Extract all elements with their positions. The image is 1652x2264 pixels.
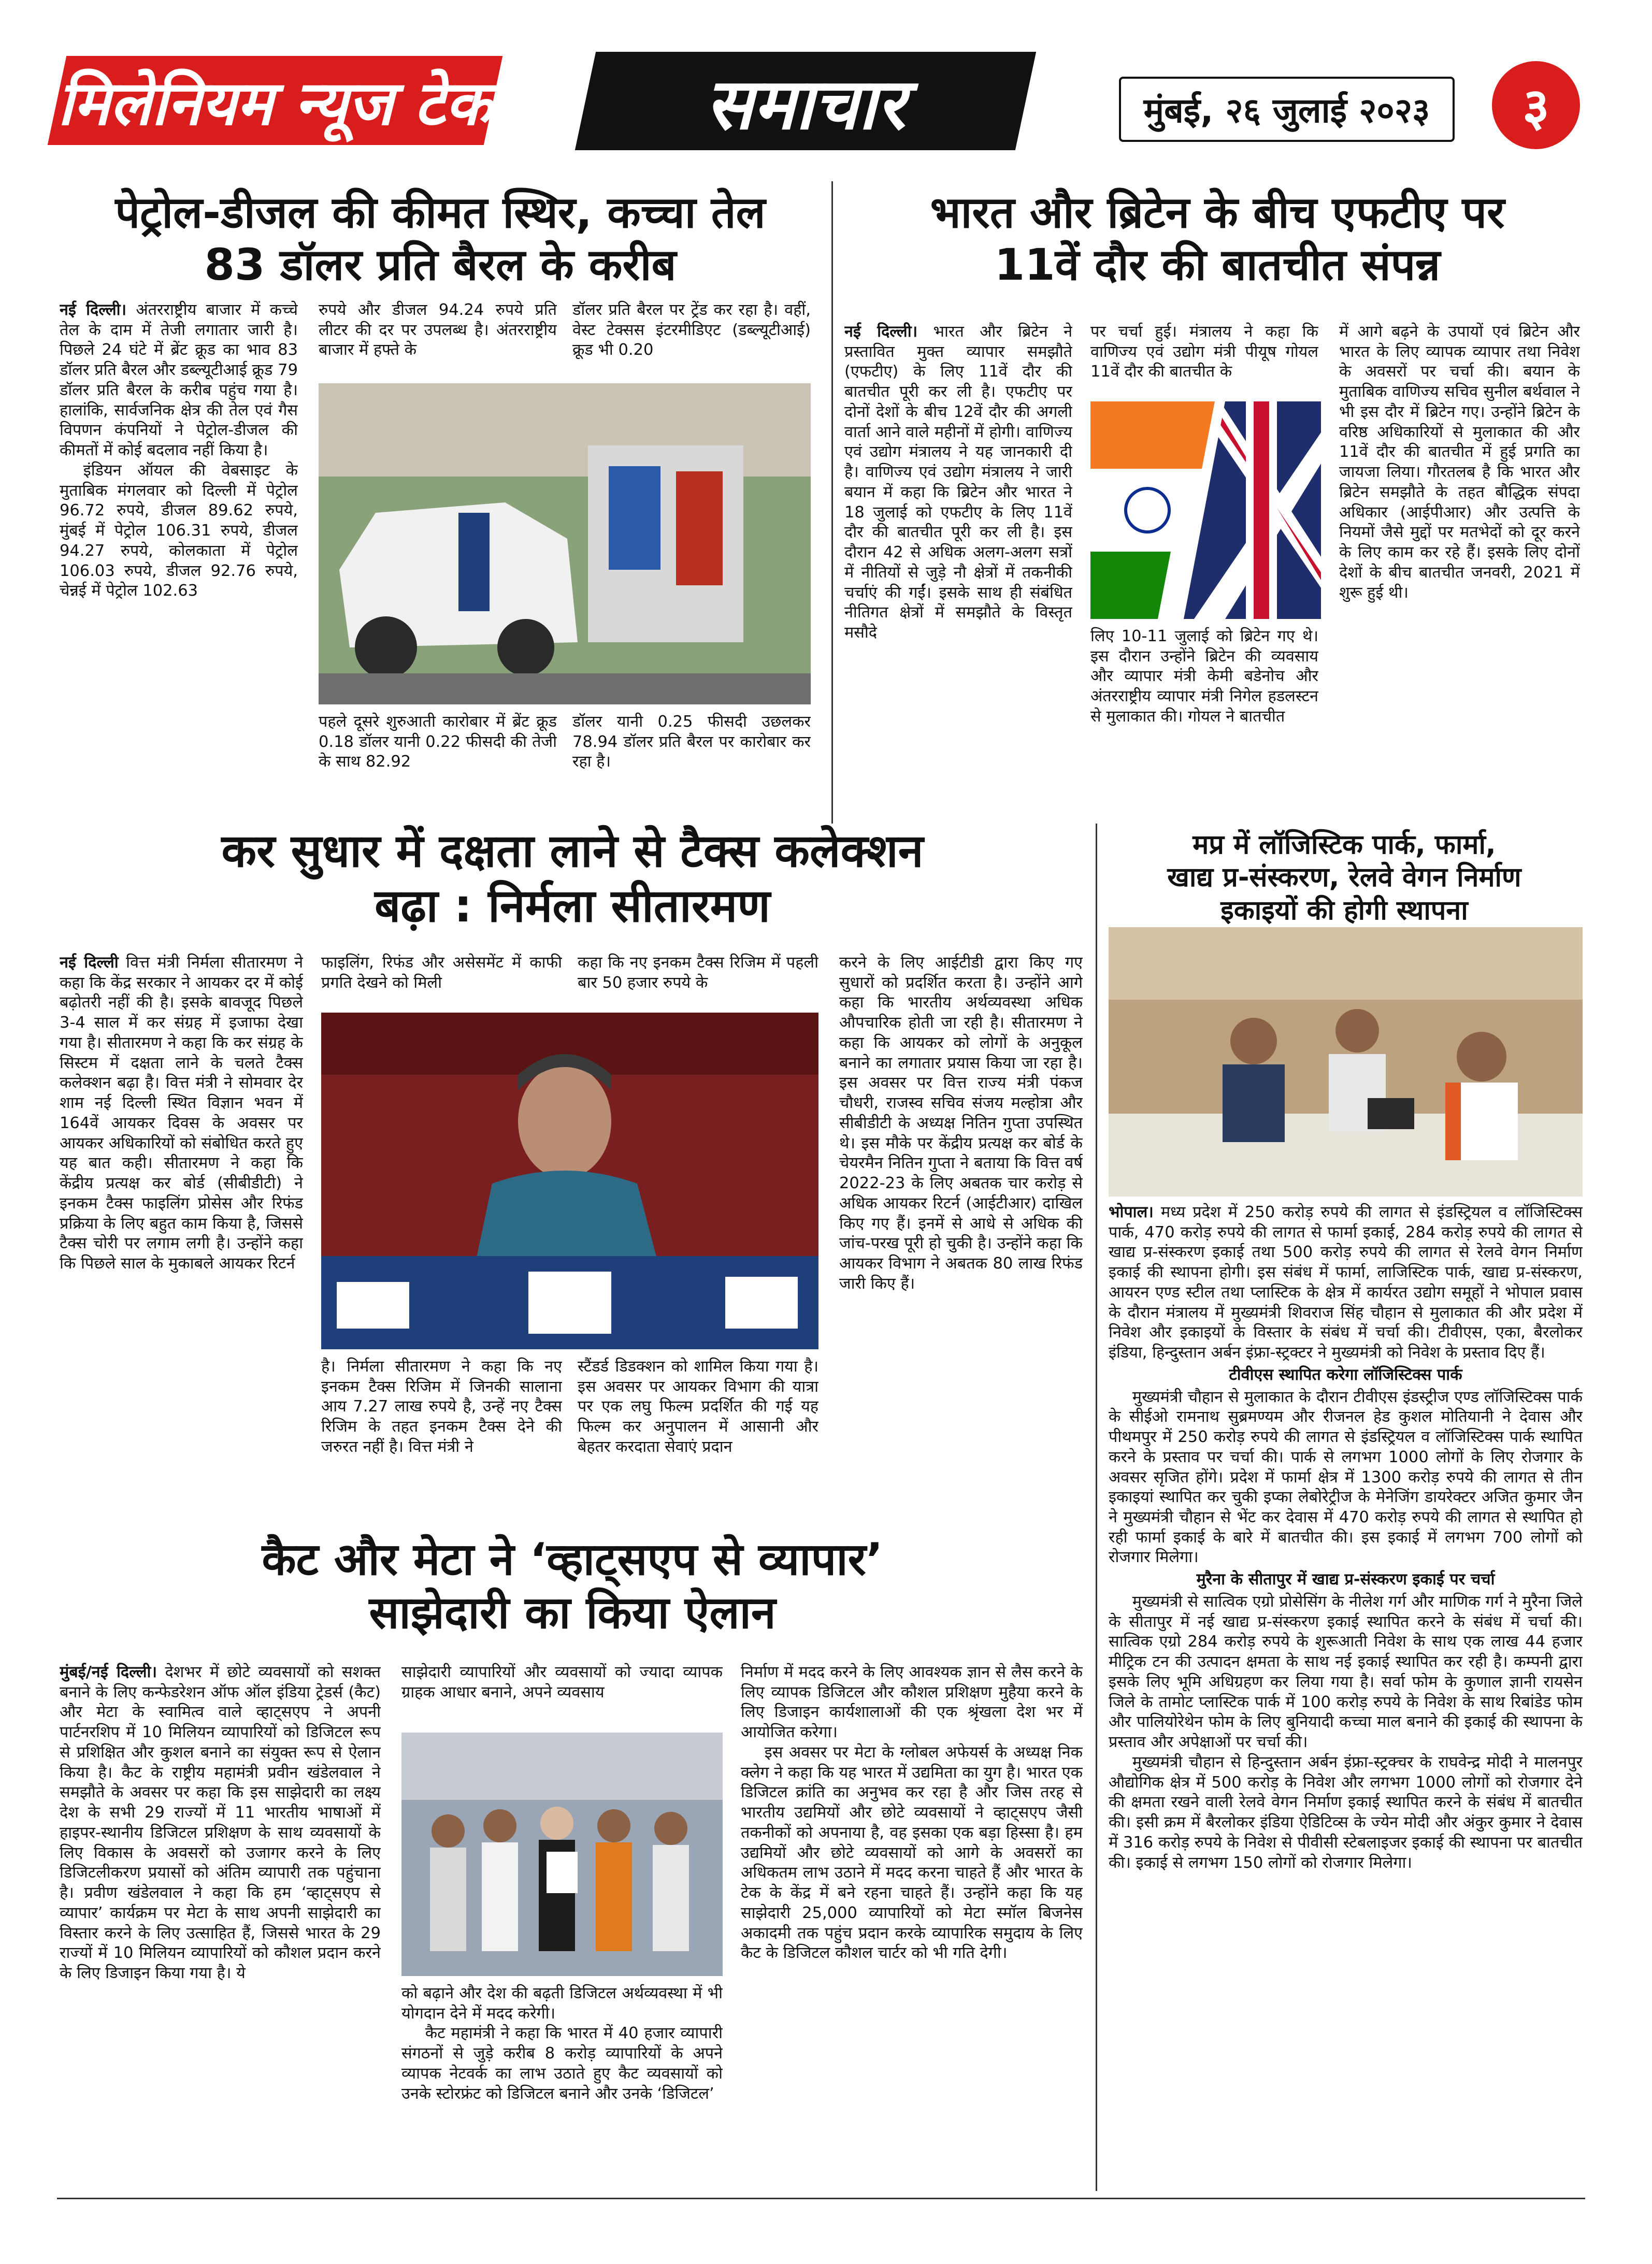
finance-minister-speech-photo [321,1013,818,1349]
tax-col1-text: वित्त मंत्री निर्मला सीतारमण ने कहा कि केंद्र सरकार ने आयकर दर में कोई बढ़ोतरी नहीं की है। इसके बावजूद पिछले 3-4 साल में कर संग्रह में इजाफा देखा गया है। सीतारमण ने कहा कि कर संग्रह के सिस्टम में दक्षता लाने के चलते टैक्स कलेक्शन बढ़ा है। वित्त मंत्री ने सोमवार देर शाम नई दिल्ली स्थित विज्ञान भवन में 164वें आयकर दिवस के अवसर पर आयकर अधिकारियों को संबोधित करते हुए यह बात कही। सीतारमण ने कहा कि केंद्रीय प्रत्यक्ष कर बोर्ड (सीबीडीटी) ने इनकम टैक्स फाइलिंग प्रोसेस और रिफंड प्रक्रिया के लिए बहुत काम किया है, जिससे टैक्स चोरी पर लगाम लगी है। उन्होंने कहा कि पिछले साल के मुकाबले आयकर रिटर्न [60,954,303,1273]
fuel-col2-top: रुपये और डीजल 94.24 रुपये प्रति लीटर की दर पर उपलब्ध है। अंतरराष्ट्रीय बाजार में हफ्ते के [319,301,557,359]
fuel-headline [62,186,818,291]
masthead-logo [48,56,503,145]
mp-subhead-1: टीवीएस स्थापित करेगा लॉजिस्टिक्स पार्क [1229,1365,1462,1384]
mp-body [1109,1203,1583,2187]
tax-col3-bottom: स्टैंडर्ड डिडक्शन को शामिल किया गया है। इस अवसर पर आयकर विभाग की यात्रा पर एक लघु फिल्म प्रदर्शित की गई यह फिल्म कर अनुपालन में आसानी और बेहतर करदाता सेवाएं प्रदान [578,1358,818,1456]
tax-dateline: नई दिल्ली [60,954,119,972]
cait-col2-bottom [401,1984,723,2196]
page-number: ३ [1492,61,1580,149]
award-ceremony-photo [401,1733,723,1976]
fuel-col1-p2: इंडियन ऑयल की वेबसाइट के मुताबिक मंगलवार को दिल्ली में पेट्रोल 96.72 रुपये, डीजल 89.62 रुपये, मुंबई में पेट्रोल 106.31 रुपये, डीजल 94.27 रुपये, कोलकाता में पेट्रोल 106.03 रुपये, डीजल 92.76 रुपये, चेन्नई में पेट्रोल 102.63 [60,461,298,600]
cait-col1 [60,1663,381,2196]
column-rule [831,181,833,824]
fuel-headline-line1: पेट्रोल-डीजल की कीमत स्थिर, कच्चा तेल [115,187,766,238]
fta-dateline: नई दिल्ली। [844,323,918,341]
column-rule [1096,824,1097,2191]
tax-headline [57,824,1088,933]
cait-headline [57,1533,1088,1640]
mp-p4: मुख्यमंत्री चौहान से हिन्दुस्तान अर्बन इंफ्रा-स्ट्रक्चर के राघवेन्द्र मोदी ने मालनपुर औद्योगिक क्षेत्र में 500 करोड़ के निवेश और लगभग 1000 लोगों को रोजगार देने की क्षमता रखने वाली रेलवे वेगन निर्माण इकाई स्थापित करने के संबंध में बातचीत की। इसी क्रम में बैरलोकर इंडिया ऐडिटिव्स के ज्येन मोदी और अंकुर कुमार ने देवास में 316 करोड़ रुपये के निवेश से पीवीसी स्टेबलाइजर इकाई की स्थापना पर बातचीत की। इकाई से लगभग 150 लोगों को रोजगार मिलेगा। [1109,1753,1583,1872]
fuel-col1 [60,300,298,787]
fta-headline [850,186,1585,291]
mp-headline-line1: मप्र में लॉजिस्टिक पार्क, फार्मा, [1193,829,1496,860]
cait-col2-p2: कैट महामंत्री ने कहा कि भारत में 40 हजार व्यापारी संगठनों से जुड़े करीब 8 करोड़ व्यापारियों के अपने व्यापक नेटवर्क का लाभ उठाते हुए कैट व्यवसायों को उनके स्टोरफ्रंट को डिजिटल बनाने और उनके ‘डिजिटल’ [401,2024,723,2103]
fuel-dateline: नई दिल्ली। [60,301,127,319]
fuel-col3-bottom: डॉलर यानी 0.25 फीसदी उछलकर 78.94 डॉलर प्रति बैरल पर कारोबार कर रहा है। [572,713,811,771]
petrol-pump-photo [319,383,811,704]
meeting-photo [1109,927,1583,1196]
paper-name: मिलेनियम न्यूज टेक [58,67,493,139]
mp-p3: मुख्यमंत्री से सात्विक एग्रो प्रोसेसिंग के नीलेश गर्ग और माणिक गर्ग ने मुरैना जिले के सीतापुर में नई खाद्य प्र-संस्करण इकाई स्थापित करने के संबंध में चर्चा की। सात्विक एग्रो 284 करोड़ रुपये के शुरूआती निवेश के साथ एक लाख 44 हजार मीट्रिक टन की उत्पादन क्षमता के साथ नई इकाई स्थापित कर रही है। कम्पनी द्वारा इसके लिए भूमि अधिग्रहण कर लिया गया है। सर्वा फोम के कुणाल ज्ञानी रायसेन जिले के तामोट प्लास्टिक पार्क में 100 करोड़ रुपये के निवेश के साथ रिबांडेड फोम और पालियोरेथेन फोम के लिए बुनियादी कच्चा माल बनाने की इकाई की स्थापना के प्रस्ताव और अपेक्षाओं पर चर्चा की। [1109,1592,1583,1752]
cait-col3-p2: इस अवसर पर मेटा के ग्लोबल अफेयर्स के अध्यक्ष निक क्लेग ने कहा कि यह भारत में उद्यमिता का युग है। भारत एक डिजिटल क्रांति का अनुभव कर रहा है और जिस तरह से भारतीय उद्यमियों और छोटे व्यवसायों ने व्हाट्सएप जैसी तकनीकों को अपनाया है, वह इसका एक बड़ा हिस्सा है। हम उद्यमियों और छोटे व्यवसायों को आगे के अवसरों का अधिकतम लाभ उठाने में मदद करना चाहते हैं और भारत के टेक के केंद्र में बने रहना चाहते हैं। उन्होंने कहा कि यह साझेदारी 25,000 व्यापारियों को मेटा स्मॉल बिजनेस अकादमी तक पहुंच प्रदान करके व्यापारिक समुदाय के लिए कैट के डिजिटल कौशल चार्टर को भी गति देगी। [741,1743,1083,1963]
fta-headline-line1: भारत और ब्रिटेन के बीच एफटीए पर [930,187,1505,238]
mp-dateline: भोपाल। [1109,1203,1154,1221]
fuel-col3-top: डॉलर प्रति बैरल पर ट्रेंड कर रहा है। वहीं, वेस्ट टेक्सस इंटरमीडिएट (डब्ल्यूटीआई) क्रूड भी 0.20 [572,301,811,359]
india-uk-flags-photo [1090,401,1321,619]
tax-col3-top: कहा कि नए इनकम टैक्स रिजिम में पहली बार 50 हजार रुपये के [578,954,818,992]
fta-col2-bottom: लिए 10-11 जुलाई को ब्रिटेन गए थे। इस दौरान उन्होंने ब्रिटेन की व्यवसाय और व्यापार मंत्री केमी बडेनोच और अंतरराष्ट्रीय व्यापार मंत्री निगेल हडलस्टन से मुलाकात की। गोयल ने बातचीत [1090,627,1318,726]
fta-col1 [844,322,1072,799]
fuel-col1-text: अंतरराष्ट्रीय बाजार में कच्चे तेल के दाम में तेजी लगातार जारी है। पिछले 24 घंटे में ब्रेंट क्रूड का भाव 83 डॉलर प्रति बैरल और डब्ल्यूटीआई क्रूड 79 डॉलर प्रति बैरल के करीब पहुंच गया है। हालांकि, सार्वजनिक क्षेत्र की तेल एवं गैस विपणन कंपनियों ने पेट्रोल-डीजल की कीमतों में कोई बदलाव नहीं किया है। [60,301,298,460]
mp-headline-line3: इकाइयों की होगी स्थापना [1220,895,1468,926]
tax-headline-line2: बढ़ा : निर्मला सीतारमण [375,878,770,932]
cait-col3-text: निर्माण में मदद करने के लिए आवश्यक ज्ञान से लैस करने के लिए व्यापक डिजिटल और कौशल प्रशिक्षण मुहैया करने के लिए डिजाइन कार्यशालाओं की एक श्रृंखला देश भर में आयोजित करेगा। [741,1663,1083,1742]
fta-col3: में आगे बढ़ने के उपायों एवं ब्रिटेन और भारत के लिए व्यापक व्यापार तथा निवेश के अवसरों पर चर्चा की। बयान के मुताबिक वाणिज्य सचिव सुनील बर्थवाल ने भी इस दौर में ब्रिटेन गए। उन्होंने ब्रिटेन के वरिष्ठ अधिकारियों से मुलाकात की और 11वें दौर की बातचीत में हुई प्रगति का जायजा लिया। गौरतलब है कि भारत और ब्रिटेन समझौते के तहत बौद्धिक संपदा अधिकार (आईपीआर) और उत्पत्ति के नियमों जैसे मुद्दों पर मतभेदों को दूर करने के लिए काम कर रहे हैं। इसके लिए दोनों देशों के बीच बातचीत जनवरी, 2021 में शुरू हुई थी। [1339,323,1580,602]
mp-headline [1103,829,1585,927]
mp-subhead-2: मुरैना के सीतापुर में खाद्य प्र-संस्करण इकाई पर चर्चा [1196,1570,1495,1589]
cait-col2-top: साझेदारी व्यापारियों और व्यवसायों को ज्यादा व्यापक ग्राहक आधार बनाने, अपने व्यवसाय [401,1663,723,1701]
tax-col2-top: फाइलिंग, रिफंड और असेसमेंट में काफी प्रगति देखने को मिली [321,954,562,992]
masthead-date: मुंबई, २६ जुलाई २०२३ [1119,77,1455,142]
fuel-headline-line2: 83 डॉलर प्रति बैरल के करीब [204,239,677,290]
fta-col1-text: भारत और ब्रिटेन ने प्रस्तावित मुक्त व्यापार समझौते (एफटीए) के लिए 11वें दौर की बातचीत पूरी कर ली है। एफटीए पर दोनों देशों के बीच 12वें दौर की अगली वार्ता आने वाले महीनों में होगी। वाणिज्य एवं उद्योग मंत्रालय ने यह जानकारी दी है। वाणिज्य एवं उद्योग मंत्रालय ने जारी बयान में कहा कि ब्रिटेन और भारत ने 18 जुलाई को एफटीए के लिए 11वें दौर की बातचीत पूरी कर ली है। इस दौरान 42 से अधिक अलग-अलग सत्रों में नीतियों से जुड़े नौ क्षेत्रों में तकनीकी चर्चाएं की गईं। इसके साथ ही संबंधित नीतिगत क्षेत्रों में समझौते के विस्तृत मसौदे [844,323,1072,642]
masthead-section [575,52,1036,150]
cait-col1-text: देशभर में छोटे व्यवसायों को सशक्त बनाने के लिए कन्फेडरेशन ऑफ ऑल इंडिया ट्रेडर्स (कैट) और मेटा के स्वामित्व वाले व्हाट्सएप ने अपनी पार्टनरशिप में 10 मिलियन व्यापारियों को डिजिटल रूप से प्रशिक्षित और कुशल बनाने का संयुक्त रूप से ऐलान किया है। कैट के राष्ट्रीय महामंत्री प्रवीन खंडेलवाल ने समझौते के अवसर पर कहा कि इस साझेदारी का लक्ष्य देश के सभी 29 राज्यों में 11 भारतीय भाषाओं में हाइपर-स्थानीय डिजिटल प्रशिक्षण के साथ व्यवसायों के लिए विकास के अवसरों को उजागर करने के लिए डिजिटलीकरण प्रयासों को अंतिम व्यापारी तक पहुंचाना है। प्रवीण खंडेलवाल ने कहा कि हम ‘व्हाट्सएप से व्यापार’ कार्यक्रम पर मेटा के साथ अपनी साझेदारी का विस्तार करने के लिए उत्साहित हैं, जिससे भारत के 29 राज्यों में 10 मिलियन व्यापारियों को कौशल प्रदान करने के लिए डिजाइन किया गया है। ये [60,1663,381,1983]
section-name: समाचार [706,63,906,146]
cait-headline-line2: साझेदारी का किया ऐलान [369,1587,776,1639]
cait-headline-line1: कैट और मेटा ने ‘व्हाट्सएप से व्यापार’ [262,1534,883,1585]
fta-col2-top: पर चर्चा हुई। मंत्रालय ने कहा कि वाणिज्य एवं उद्योग मंत्री पीयूष गोयल 11वें दौर की बातचीत के [1090,323,1318,381]
fuel-col2-bottom: पहले दूसरे शुरुआती कारोबार में ब्रेंट क्रूड 0.18 डॉलर यानी 0.22 फीसदी की तेजी के साथ 82.92 [319,713,557,771]
bottom-rule [57,2198,1585,2199]
mp-p2: मुख्यमंत्री चौहान से मुलाकात के दौरान टीवीएस इंडस्ट्रीज एण्ड लॉजिस्टिक्स पार्क के सीईओ रामनाथ सुब्रमण्यम और रीजनल हेड कुशल मोतियानी ने देवास और पीथमपुर में 250 करोड़ रुपये की लागत से इंडस्ट्रियल व लॉजिस्टिक्स पार्क स्थापित करने के प्रस्ताव पर चर्चा की। पार्क से लगभग 1000 लोगों के लिए रोजगार के अवसर सृजित होंगे। प्रदेश में फार्मा क्षेत्र में 1300 करोड़ रुपये की लागत से तीन इकाइयां स्थापित कर चुकी इप्का लेबोरेट्रीज के मेनेजिंग डायरेक्टर अजित कुमार जैन ने मुख्यमंत्री चौहान से भेंट कर देवास में 470 करोड़ रुपये की लागत से स्थापित हो रही फार्मा इकाई के बारे में बातचीत की। इस इकाई में लगभग 700 लोगों को रोजगार मिलेगा। [1109,1388,1583,1567]
cait-dateline: मुंबई/नई दिल्ली। [60,1663,157,1681]
mp-p1: मध्य प्रदेश में 250 करोड़ रुपये की लागत से इंडस्ट्रियल व लॉजिस्टिक्स पार्क, 470 करोड़ रुपये की लागत से फार्मा इकाई, 284 करोड़ रुपये की लागत से खाद्य प्र-संस्करण इकाई तथा 500 करोड़ रुपये की लागत से रेलवे वेगन निर्माण इकाई की स्थापना होगी। इस संबंध में फार्मा, लाजिस्टिक पार्क, खाद्य प्र-संस्करण, आयरन एण्ड स्टील तथा प्लास्टिक के क्षेत्र में कार्यरत उद्योग समूहों ने भोपाल प्रवास के दौरान मंत्रालय में मुख्यमंत्री शिवराज सिंह चौहान से मुलाकात की और प्रदेश में निवेश और इकाइयों के विस्तार के संबंध में चर्चा की। टीवीएस, एका, बैरलोकर इंडिया, हिन्दुस्तान अर्बन इंफ्रा-स्ट्रक्टर ने मुख्यमंत्री को निवेश के प्रस्ताव दिए हैं। [1109,1203,1583,1362]
tax-col4: करने के लिए आईटीडी द्वारा किए गए सुधारों को प्रदर्शित करता है। उन्होंने आगे कहा कि भारतीय अर्थव्यवस्था अधिक औपचारिक होती जा रही है। सीतारमण ने कहा कि आयकर को लोगों के अनुकूल बनाने का लगातार प्रयास किया जा रहा है। इस अवसर पर वित्त राज्य मंत्री पंकज चौधरी, राजस्व सचिव संजय मल्होत्रा और सीबीडीटी के अध्यक्ष नितिन गुप्ता उपस्थित थे। इस मौके पर केंद्रीय प्रत्यक्ष कर बोर्ड के चेयरमैन नितिन गुप्ता ने बताया कि वित्त वर्ष 2022-23 के लिए अबतक चार करोड़ से अधिक आयकर रिटर्न (आईटीआर) दाखिल किए गए हैं। इनमें से आधे से अधिक की जांच-परख पूरी हो चुकी है। उन्होंने कहा कि आयकर विभाग ने अबतक 80 लाख रिफंड जारी किए हैं। [839,954,1083,1293]
cait-col3 [741,1663,1083,2196]
tax-headline-line1: कर सुधार में दक्षता लाने से टैक्स कलेक्शन [221,824,924,877]
mp-headline-line2: खाद्य प्र-संस्करण, रेलवे वेगन निर्माण [1167,862,1521,893]
fta-headline-line2: 11वें दौर की बातचीत संपन्न [994,239,1441,290]
tax-col2-bottom: है। निर्मला सीतारमण ने कहा कि नए इनकम टैक्स रिजिम में जिनकी सालाना आय 7.27 लाख रुपये है, उन्हें नए टैक्स रिजिम के तहत इनकम टैक्स देने की जरुरत नहीं है। वित्त मंत्री ने [321,1358,562,1456]
cait-col2-bottom-text: को बढ़ाने और देश की बढ़ती डिजिटल अर्थव्यवस्था में भी योगदान देने में मदद करेगी। [401,1984,723,2023]
